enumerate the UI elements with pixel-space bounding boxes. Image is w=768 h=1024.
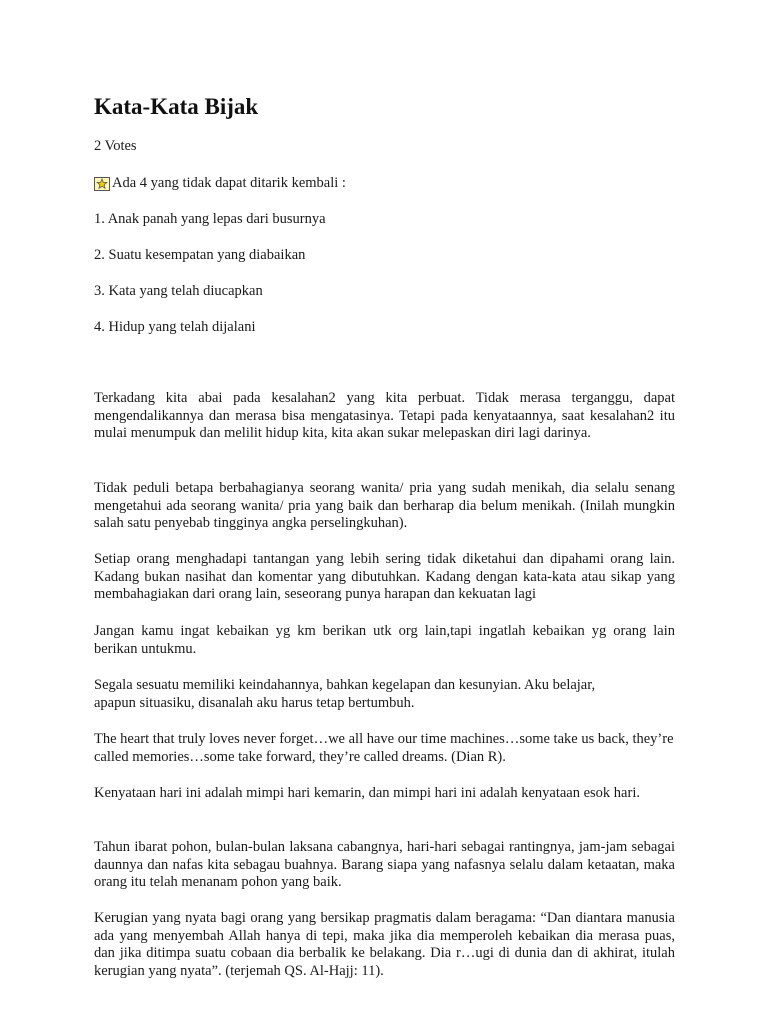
paragraph: Jangan kamu ingat kebaikan yg km berikan utk org lain,tapi ingatlah kebaikan yg orang lain berikan untukmu.	[94, 623, 675, 657]
paragraph: Setiap orang menghadapi tantangan yang lebih sering tidak diketahui dan dipahami orang lain. Kadang bukan nasihat dan komentar yang dibutuhkan. Kadang dengan kata-kata atau sikap yang membahagiakan dari orang lain, seseorang punya harapan dan kekuatan lagi	[94, 551, 675, 603]
list-item: 4. Hidup yang telah dijalani	[94, 319, 256, 335]
paragraph: Tidak peduli betapa berbahagianya seorang wanita/ pria yang sudah menikah, dia selalu senang mengetahui ada seorang wanita/ pria yang baik dan berharap dia belum menikah. (Inilah mungkin salah satu penyebab tingginya angka perselingkuhan).	[94, 480, 675, 532]
paragraph: Tahun ibarat pohon, bulan-bulan laksana cabangnya, hari-hari sebagai rantingnya, jam-jam sebagai daunnya dan nafas kita sebagau buahnya. Barang siapa yang nafasnya selalu dalam ketaatan, maka orang itu telah menanam pohon yang baik.	[94, 839, 675, 891]
page-title: Kata-Kata Bijak	[94, 94, 259, 119]
list-item: 3. Kata yang telah diucapkan	[94, 283, 263, 299]
votes-count: 2 Votes	[94, 138, 137, 154]
paragraph: The heart that truly loves never forget…we all have our time machines…some take us back, they’re called memories…some take forward, they’re called dreams. (Dian R).	[94, 731, 674, 765]
list-item: 2. Suatu kesempatan yang diabaikan	[94, 247, 306, 263]
intro-line	[94, 174, 346, 193]
list-item: 1. Anak panah yang lepas dari busurnya	[94, 211, 326, 227]
intro-text: Ada 4 yang tidak dapat ditarik kembali :	[112, 175, 346, 191]
rating-star-icon[interactable]	[94, 177, 110, 191]
paragraph: Kenyataan hari ini adalah mimpi hari kemarin, dan mimpi hari ini adalah kenyataan esok hari.	[94, 785, 640, 801]
paragraph: Kerugian yang nyata bagi orang yang bersikap pragmatis dalam beragama: “Dan diantara manusia ada yang menyembah Allah hanya di tepi, maka jika dia memperoleh kebaikan dia merasa puas, dan jika ditimpa suatu cobaan dia berbalik ke belakang. Dia r…ugi di dunia dan di akhirat, itulah kerugian yang nyata”. (terjemah QS. Al-Hajj: 11).	[94, 910, 675, 979]
paragraph: Segala sesuatu memiliki keindahannya, bahkan kegelapan dan kesunyian. Aku belajar, apapun situasiku, disanalah aku harus tetap bertumbuh.	[94, 677, 596, 711]
paragraph: Terkadang kita abai pada kesalahan2 yang kita perbuat. Tidak merasa terganggu, dapat mengendalikannya dan merasa bisa mengatasinya. Tetapi pada kenyataannya, saat kesalahan2 itu mulai menumpuk dan melilit hidup kita, kita akan sukar melepaskan diri lagi darinya.	[94, 390, 675, 442]
